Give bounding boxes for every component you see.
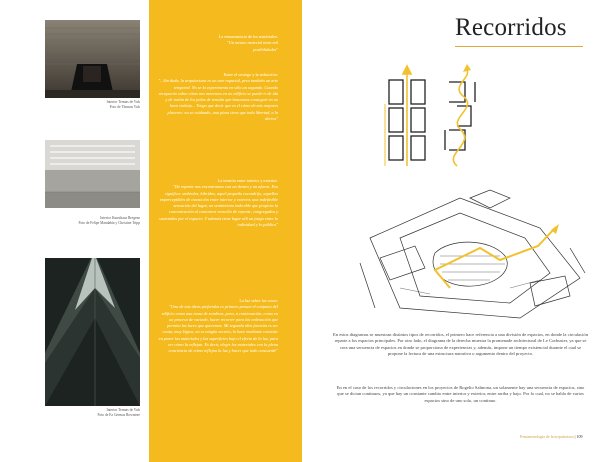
caption-line: Foto de Thomas Vals bbox=[109, 105, 140, 109]
quote-body: "Una de mis ideas preferidas es primero pensar el conjunto del edificio como una masa de sombras, para, a continuación, como en un proceso de vaciado, hacer recorrer para las ordenación que permita las luces que queremos. Mi segunda idea favorita es ser cauta, muy lógica, no es ningún secreto, lo hace mediante consistir en poner los materiales y las superficies bajo el efecto de la luz, para ver cómo la reflejan. Es decir, elegir los materiales con la plena conciencia de cómo reflejan la luz y hacer que todo concuerde" bbox=[158, 304, 278, 354]
circulation-diagrams bbox=[383, 58, 493, 170]
photo-caption-3 bbox=[40, 408, 140, 418]
title-underline bbox=[455, 46, 583, 47]
quote-heading: Entre el sosiego y la seducción: bbox=[223, 72, 278, 77]
quote-heading: La tensión entre interior y exterior: bbox=[217, 178, 278, 183]
quote-light bbox=[158, 298, 278, 355]
quote-line: posibilidades" bbox=[253, 46, 278, 52]
photo-kunsthaus-hall bbox=[45, 140, 140, 208]
caption-line: Interior Kunsthaus Bregenz bbox=[100, 216, 140, 220]
caption-line: Foto de Felipe Mandabía y Christine Tripp bbox=[78, 221, 140, 225]
publication-title: Fenomenología de la arquitectura bbox=[520, 434, 574, 439]
quote-heading: La ensonnanicia de los materiales: bbox=[218, 34, 278, 39]
photo-caption-2 bbox=[30, 216, 140, 226]
quote-heading: La luz sobre las cosas: bbox=[239, 298, 278, 303]
photo-vals-light-slit bbox=[45, 258, 140, 406]
quote-tension bbox=[158, 178, 278, 228]
axonometric-sketch bbox=[340, 168, 590, 326]
quote-body: "De repente nos encontramos con un dentro y un afuera. Eso significa: umbrales, hibridos, aquel pequeño escondrijo, aquellos imperceptibles de transición entre interior y exterior, una indefinible sensación del lugar, un sentimiento indecible que propicia la concentración al contornos envuelto de repente, congregados y sostenidos por el espacio. Y además tiene lugar allí un juego entre lo individual y lo público" bbox=[159, 184, 278, 228]
photo-vals-opening bbox=[45, 20, 140, 98]
body-paragraph-1: En estos diagramas se muestran distintos tipos de recorridos, el primero hace referencia a una división de espacios, en donde la circulación reparte a los espacios principales. Por otro lado, el diagrama de la derecha muestra la promenade architectural de Le Corbusier, ya que se crea una secuencia de espacios en donde se proporciona de experiencias y, además, impone un tiempo existencial durante el cual se propone la lectura de una estructura narrativa o argumento dentro del proyecto. bbox=[333, 332, 588, 357]
quote-column bbox=[149, 0, 302, 462]
page-footer bbox=[520, 434, 582, 439]
quote-line: "Un mismo material tiene mil bbox=[227, 40, 278, 46]
caption-line: Interior Termas de Vals bbox=[106, 100, 140, 104]
quote-body: "...Sin duda, la arquitectura es un arte espacial, pero también un arte temporal. No se la experimenta en sólo un segundo. Cuando recapacito sobre cómo nos movemos en un edificio se puede ir de ida y de vuelta de los polos de tensión que buscamos conseguir en un buen trabajo... Tengo que decir que es el cómo de mis mayores placeres: no se cuidando, una pieza tiene que toda libertad, a la deriva" bbox=[158, 78, 278, 122]
quote-materials bbox=[158, 34, 278, 53]
page-number: | 109 bbox=[574, 434, 583, 439]
photo-caption-1 bbox=[40, 100, 140, 110]
caption-line: Foto de Ez Germas Rowntree bbox=[97, 413, 140, 417]
caption-line: Interior Termas de Vals bbox=[106, 408, 140, 412]
quote-sosiego bbox=[158, 72, 278, 122]
promenade-scheme-arrow bbox=[453, 64, 471, 166]
page-title: Recorridos bbox=[455, 14, 567, 41]
body-paragraph-2: En en el caso de los recorridos y circulaciones en los proyectos de Rogelio Salmona, un solamente hay una secuencia de espacios, sino que se dictan continuos, ya que hay un constante cambio entre interior y exterior, entre arriba y bajo. Por lo cual, no se habla de varios espacios sino de uno solo, un continuo. bbox=[336, 385, 585, 403]
